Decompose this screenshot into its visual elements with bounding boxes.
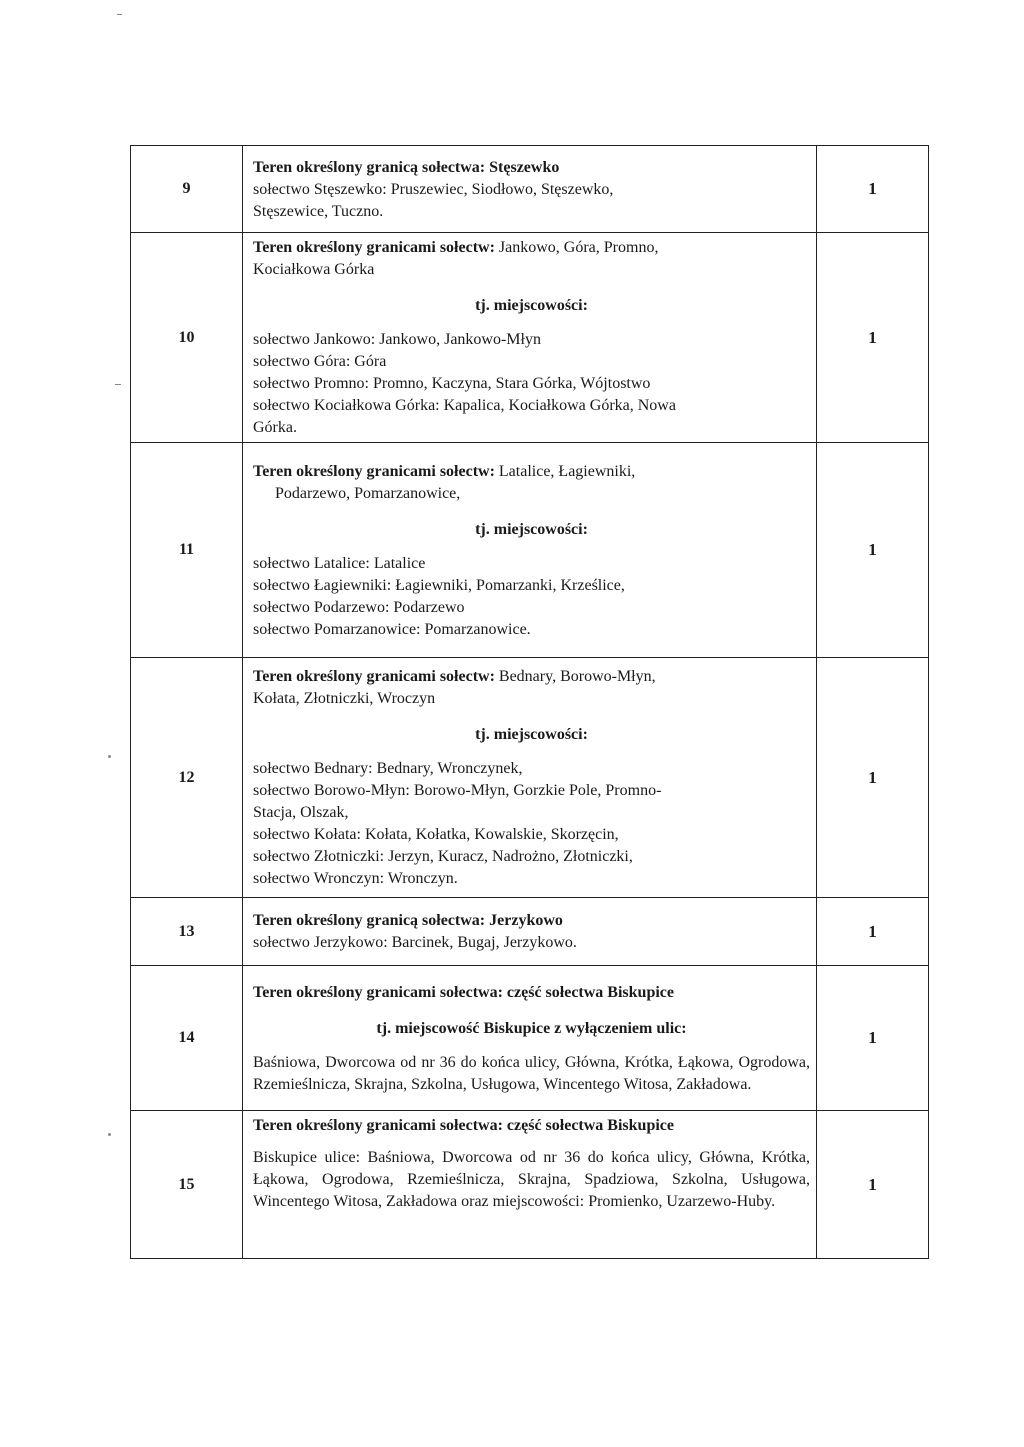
scan-mark (108, 755, 111, 758)
row-count: 1 (817, 146, 929, 233)
row-line: sołectwo Stęszewko: Pruszewiec, Siodłowo, Stęszewko, (253, 180, 614, 198)
row-header: Teren określony granicami sołectw: (253, 668, 495, 685)
row-number: 12 (131, 658, 243, 898)
row-line: sołectwo Bednary: Bednary, Wronczynek, (253, 760, 523, 777)
row-line: sołectwo Kołata: Kołata, Kołatka, Kowalskie, Skorzęcin, (253, 826, 619, 843)
row-number: 13 (131, 898, 243, 966)
row-paragraph: Biskupice ulice: Baśniowa, Dworcowa od nr 36 do końca ulicy, Główna, Krótka, Łąkowa, Ogrodowa, Rzemieślnicza, Skrajna, Spadziowa, Szkolna, Usługowa, Wincentego Witosa, Zakładowa oraz miejscowości: Promienko, Uzarzewo-Huby. (253, 1149, 810, 1210)
table-row (131, 146, 929, 233)
row-paragraph: Baśniowa, Dworcowa od nr 36 do końca ulicy, Główna, Krótka, Łąkowa, Ogrodowa, Rzemieślnicza, Skrajna, Szkolna, Usługowa, Wincentego Witosa, Zakładowa. (253, 1053, 810, 1093)
row-header-line2: Podarzewo, Pomarzanowice, (275, 484, 461, 502)
scan-mark (108, 1133, 111, 1136)
row-description (243, 1111, 817, 1259)
row-header-rest: Jankowo, Góra, Promno, (494, 239, 659, 256)
row-description (243, 146, 817, 233)
row-line: sołectwo Złotniczki: Jerzyn, Kuracz, Nadrożno, Złotniczki, (253, 848, 633, 865)
row-description (243, 966, 817, 1111)
row-header: Teren określony granicą sołectwa: Stęszewko (253, 158, 560, 176)
row-header: Teren określony granicami sołectw: (253, 462, 495, 480)
table-row (131, 443, 929, 658)
scan-mark (115, 384, 121, 385)
row-subheading: tj. miejscowości: (475, 297, 588, 314)
row-header-line2: Kołata, Złotniczki, Wroczyn (253, 690, 436, 707)
row-count: 1 (817, 658, 929, 898)
row-header: Teren określony granicami sołectw: (253, 239, 495, 256)
row-header-line2: Kociałkowa Górka (253, 261, 375, 278)
table-row (131, 1111, 929, 1259)
row-description (243, 443, 817, 658)
districts-table (130, 145, 929, 1259)
row-line: Stacja, Olszak, (253, 804, 349, 821)
row-line: sołectwo Jankowo: Jankowo, Jankowo-Młyn (253, 331, 541, 348)
row-description (243, 658, 817, 898)
row-number: 14 (131, 966, 243, 1111)
table-row (131, 898, 929, 966)
row-line: sołectwo Łagiewniki: Łagiewniki, Pomarzanki, Krześlice, (253, 576, 625, 594)
row-line: sołectwo Pomarzanowice: Pomarzanowice. (253, 620, 531, 638)
row-line: sołectwo Kociałkowa Górka: Kapalica, Kociałkowa Górka, Nowa (253, 397, 676, 414)
row-header: Teren określony granicą sołectwa: Jerzykowo (253, 912, 563, 929)
row-number: 11 (131, 443, 243, 658)
row-line: sołectwo Borowo-Młyn: Borowo-Młyn, Gorzkie Pole, Promno- (253, 782, 662, 799)
row-line: sołectwo Wronczyn: Wronczyn. (253, 870, 458, 887)
table-row (131, 966, 929, 1111)
row-line: sołectwo Jerzykowo: Barcinek, Bugaj, Jerzykowo. (253, 934, 577, 951)
row-subheading: tj. miejscowość Biskupice z wyłączeniem ulic: (376, 1019, 687, 1037)
row-subheading: tj. miejscowości: (475, 726, 588, 743)
row-count: 1 (817, 1111, 929, 1259)
row-header: Teren określony granicami sołectwa: część sołectwa Biskupice (253, 1117, 674, 1134)
table-row (131, 233, 929, 443)
row-subheading: tj. miejscowości: (475, 520, 588, 538)
row-line: sołectwo Góra: Góra (253, 353, 387, 370)
row-header-rest: Latalice, Łagiewniki, (494, 462, 636, 480)
row-line: Stęszewice, Tuczno. (253, 202, 384, 220)
row-number: 15 (131, 1111, 243, 1259)
row-header-rest: Bednary, Borowo-Młyn, (494, 668, 656, 685)
row-count: 1 (817, 443, 929, 658)
row-header: Teren określony granicami sołectwa: część sołectwa Biskupice (253, 983, 674, 1001)
row-number: 9 (131, 146, 243, 233)
row-description (243, 898, 817, 966)
row-count: 1 (817, 898, 929, 966)
row-line: sołectwo Podarzewo: Podarzewo (253, 598, 465, 616)
row-count: 1 (817, 966, 929, 1111)
row-number: 10 (131, 233, 243, 443)
row-line: sołectwo Promno: Promno, Kaczyna, Stara Górka, Wójtostwo (253, 375, 651, 392)
row-line: Górka. (253, 419, 297, 436)
row-line: sołectwo Latalice: Latalice (253, 554, 426, 572)
row-description (243, 233, 817, 443)
row-count: 1 (817, 233, 929, 443)
scan-mark (117, 14, 122, 15)
table-row (131, 658, 929, 898)
